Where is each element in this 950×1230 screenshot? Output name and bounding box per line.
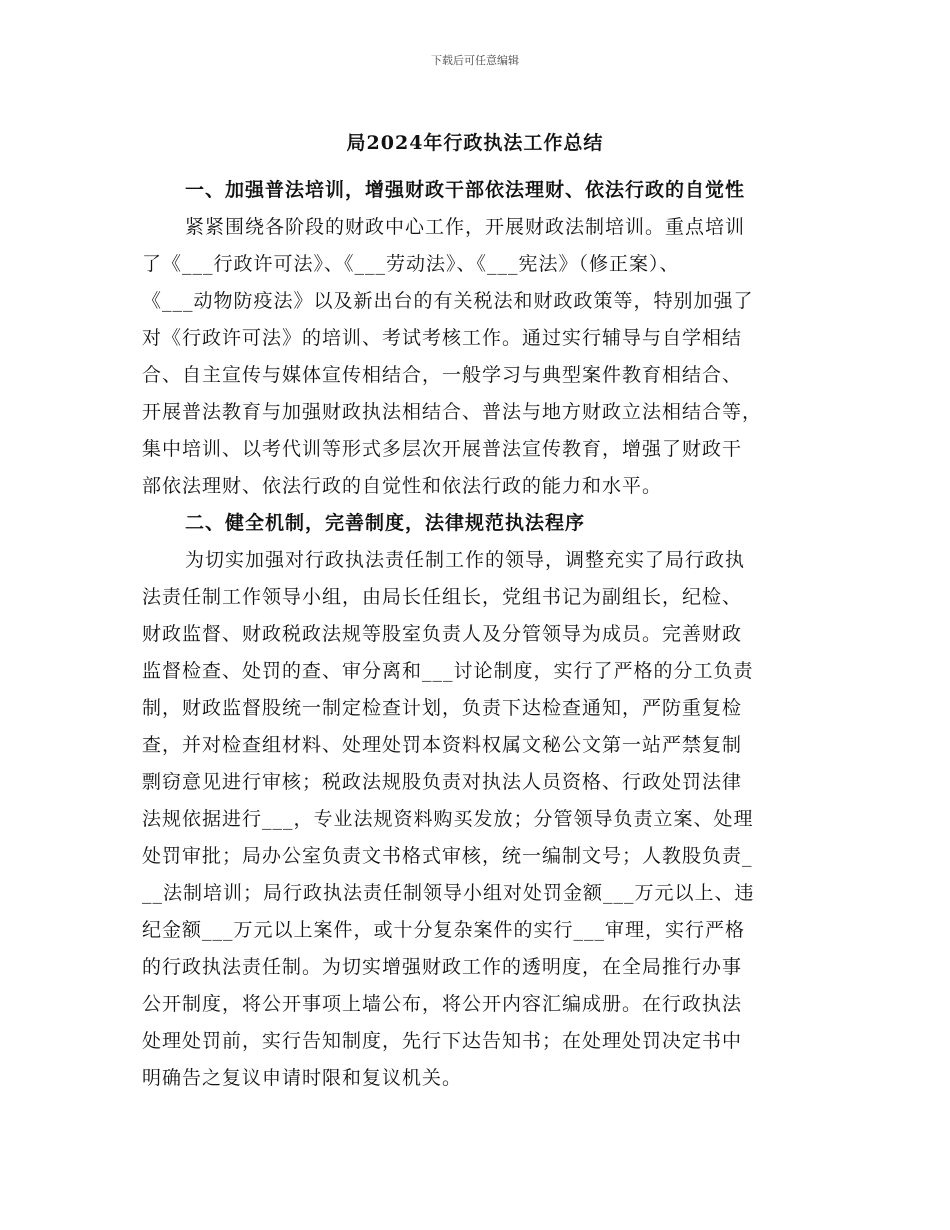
paragraph-line: 《___动物防疫法》以及新出台的有关税法和财政政策等，特别加强了 [142, 290, 754, 312]
document-title: 局2024年行政执法工作总结 [346, 132, 604, 154]
paragraph-line: 剽窃意见进行审核；税政法规股负责对执法人员资格、行政处罚法律 [142, 771, 743, 793]
paragraph-line: 了《___行政许可法》、《___劳动法》、《___宪法》（修正案）、 [142, 253, 680, 275]
paragraph-line: 的行政执法责任制。为切实增强财政工作的透明度，在全局推行办事 [142, 956, 743, 978]
paragraph-line: 公开制度，将公开事项上墙公布，将公开内容汇编成册。在行政执法 [142, 993, 743, 1015]
paragraph-line: 查，并对检查组材料、处理处罚本资料权属文秘公文第一站严禁复制 [142, 734, 743, 756]
paragraph-line: 监督检查、处罚的查、审分离和___讨论制度，实行了严格的分工负责 [142, 660, 754, 682]
paragraph-line: 纪金额___万元以上案件，或十分复杂案件的实行___审理，实行严格 [142, 919, 746, 941]
paragraph-line: 法规依据进行___，专业法规资料购买发放；分管领导负责立案、处理 [142, 808, 754, 830]
paragraph-line: 为切实加强对行政执法责任制工作的领导，调整充实了局行政执 [185, 549, 746, 571]
paragraph-line: 紧紧围绕各阶段的财政中心工作，开展财政法制培训。重点培训 [185, 216, 746, 238]
paragraph-line: 法责任制工作领导小组，由局长任组长，党组书记为副组长，纪检、 [142, 586, 743, 608]
paragraph-line: 部依法理财、依法行政的自觉性和依法行政的能力和水平。 [142, 475, 663, 497]
header-note: 下载后可任意编辑 [431, 54, 519, 67]
paragraph-line: 开展普法教育与加强财政执法相结合、普法与地方财政立法相结合等， [142, 401, 763, 423]
paragraph-line: 财政监督、财政税政法规等股室负责人及分管领导为成员。完善财政 [142, 623, 743, 645]
paragraph-line: 对《行政许可法》的培训、考试考核工作。通过实行辅导与自学相结 [142, 327, 743, 349]
paragraph-line: 集中培训、以考代训等形式多层次开展普法宣传教育，增强了财政干 [142, 438, 743, 460]
paragraph-line: 处罚审批；局办公室负责文书格式审核，统一编制文号；人教股负责_ [142, 845, 753, 867]
paragraph-line: 合、自主宣传与媒体宣传相结合，一般学习与典型案件教育相结合、 [142, 364, 743, 386]
paragraph-line: __法制培训；局行政执法责任制领导小组对处罚金额___万元以上、违 [142, 882, 755, 904]
section-heading-1: 一、加强普法培训，增强财政干部依法理财、依法行政的自觉性 [185, 179, 746, 201]
paragraph-line: 明确告之复议申请时限和复议机关。 [142, 1067, 463, 1089]
section-heading-2: 二、健全机制，完善制度，法律规范执法程序 [185, 512, 586, 534]
paragraph-line: 制，财政监督股统一制定检查计划，负责下达检查通知，严防重复检 [142, 697, 743, 719]
paragraph-line: 处理处罚前，实行告知制度，先行下达告知书；在处理处罚决定书中 [142, 1030, 743, 1052]
